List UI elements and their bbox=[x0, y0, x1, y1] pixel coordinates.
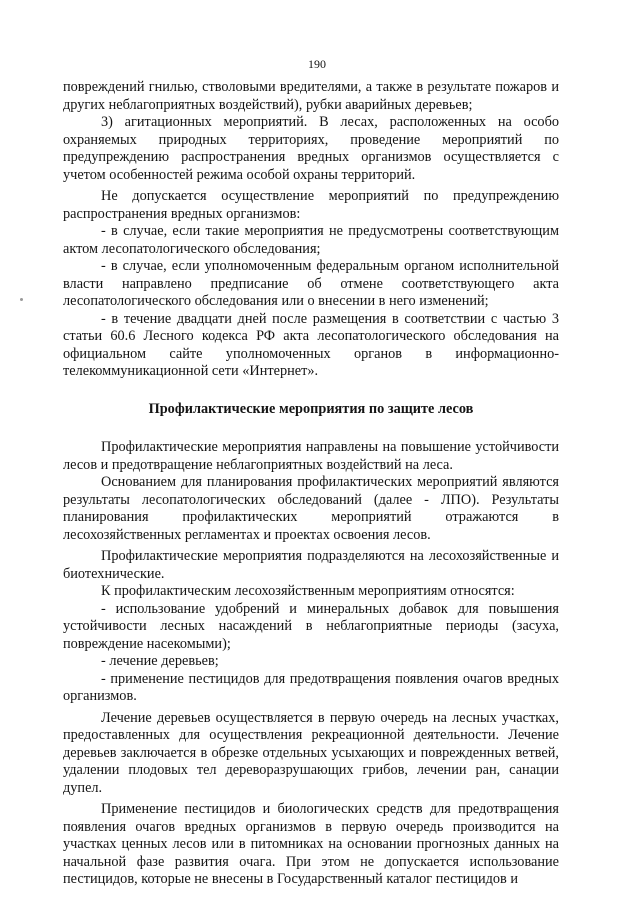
list-item: - применение пестицидов для предотвращения появления очагов вредных организмов. bbox=[63, 670, 559, 704]
section-heading: Профилактические мероприятия по защите лесов bbox=[148, 400, 474, 417]
page-number: 190 bbox=[308, 57, 326, 71]
paragraph-tree-treatment: Лечение деревьев осуществляется в первую очередь на лесных участках, предоставленных для осуществления рекреационной деятельности. Лечение деревьев заключается в обрезке отдельных усыхающих и поврежденных ветвей, удалении плодовых тел дереворазрушающих грибов, лечении ран, санации дупел. bbox=[63, 709, 559, 796]
paragraph-agitation-measures: 3) агитационных мероприятий. В лесах, расположенных на особо охраняемых природных территориях, проведение мероприятий по предупреждению распространения вредных организмов осуществляется с учетом особенностей режима особой охраны территорий. bbox=[63, 114, 559, 183]
paragraph-pesticides: Применение пестицидов и биологических средств для предотвращения появления очагов вредных организмов в первую очередь производится на участках ценных лесов или в питомниках на основании прогнозных данных на начальной фазе развития очага. При этом не допускается использование пестицидов, которые не внесены в Государственный каталог пестицидов и bbox=[63, 801, 559, 887]
paragraph-basis: Основанием для планирования профилактических мероприятий являются результаты лесопатологических обследований (далее - ЛПО). Результаты планирования профилактических мероприятий отражаются в лесохозяйственных регламентах и проектах освоения лесов. bbox=[63, 474, 559, 543]
scan-speck bbox=[20, 298, 23, 301]
paragraph-purpose: Профилактические мероприятия направлены на повышение устойчивости лесов и предотвращение неблагоприятных воздействий на леса. bbox=[63, 439, 559, 473]
list-item: - в течение двадцати дней после размещения в соответствии с частью 3 статьи 60.6 Лесного кодекса РФ акта лесопатологического обследования на официальном сайте уполномоченных органов в информационно-телекоммуникационной сети «Интернет». bbox=[63, 310, 559, 379]
list-item: - лечение деревьев; bbox=[101, 653, 219, 669]
page-body bbox=[63, 79, 559, 889]
list-item: - в случае, если такие мероприятия не предусмотрены соответствующим актом лесопатологического обследования; bbox=[63, 223, 559, 257]
list-item: - в случае, если уполномоченным федеральным органом исполнительной власти направлено предписание об отмене соответствующего акта лесопатологического обследования или о внесении в него изменений; bbox=[63, 258, 559, 309]
paragraph-not-allowed: Не допускается осуществление мероприятий по предупреждению распространения вредных организмов: bbox=[63, 188, 559, 222]
list-item: - использование удобрений и минеральных добавок для повышения устойчивости лесных насаждений в неблагоприятные периоды (засуха, повреждение насекомыми); bbox=[63, 600, 559, 652]
paragraph-list-intro: К профилактическим лесохозяйственным мероприятиям относятся: bbox=[101, 583, 515, 599]
paragraph-types: Профилактические мероприятия подразделяются на лесохозяйственные и биотехнические. bbox=[63, 548, 559, 582]
paragraph-continuation: повреждений гнилью, стволовыми вредителями, а также в результате пожаров и других неблагоприятных воздействий), рубки аварийных деревьев; bbox=[63, 79, 559, 113]
